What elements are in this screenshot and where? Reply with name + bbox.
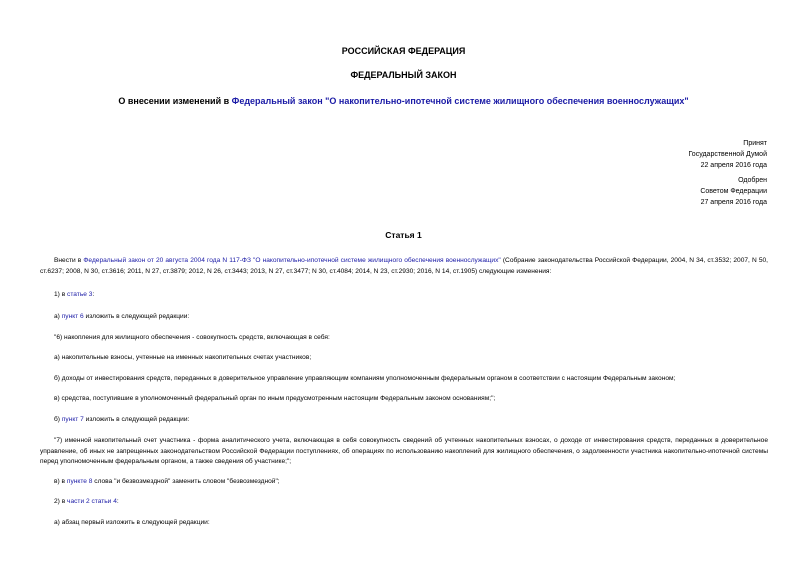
paragraph-intro — [40, 256, 768, 277]
adopted-block — [688, 138, 767, 171]
paragraph-text: в) в — [54, 478, 67, 485]
point-6c-text: в) средства, поступившие в уполномоченный федеральный орган по иным предусмотренным настоящим Федеральным законом основаниям;"; — [54, 395, 496, 402]
country-heading: РОССИЙСКАЯ ФЕДЕРАЦИЯ — [341, 46, 466, 56]
paragraph-text: изложить в следующей редакции: — [83, 313, 190, 320]
item-1b — [54, 415, 768, 426]
law-type-heading: ФЕДЕРАЛЬНЫЙ ЗАКОН — [350, 70, 457, 80]
paragraph-text: 1) в — [54, 291, 68, 298]
law-reference-link[interactable]: Федеральный закон от 20 августа 2004 года N 117-ФЗ "О накопительно-ипотечной системе жилищного обеспечения военнослужащих" — [83, 257, 501, 264]
point-6-link[interactable]: пункт 6 — [61, 313, 84, 320]
adopted-date: 22 апреля 2016 года — [700, 162, 767, 169]
adopted-line-1: Принят — [743, 140, 767, 147]
article-heading: Статья 1 — [385, 230, 422, 240]
article-3-link[interactable]: статье 3 — [67, 291, 93, 298]
law-title-prefix: О внесении изменений в — [118, 96, 232, 106]
article-4-part-2-link[interactable]: части 2 статьи 4 — [67, 498, 117, 505]
item-2 — [54, 497, 768, 508]
paragraph-text: : — [116, 498, 119, 505]
paragraph-text: : — [92, 291, 95, 298]
point-7-link[interactable]: пункт 7 — [61, 416, 84, 423]
paragraph-text: слова "и безвозмездной" заменить словом "безвозмездной"; — [92, 478, 280, 485]
point-6-text: "6) накопления для жилищного обеспечения - совокупность средств, включающая в себя: — [54, 334, 330, 341]
paragraph-text: 2) в — [54, 498, 68, 505]
law-title-link[interactable]: Федеральный закон "О накопительно-ипотечной системе жилищного обеспечения военнослужащих" — [231, 96, 689, 106]
paragraph-text: б) — [54, 416, 62, 423]
point-7-text: "7) именной накопительный счет участника - форма аналитического учета, включающая в себя совокупность сведений об учтенных накопительных взносах, о доходе от инвестирования средств, переданных в доверительное управление, об иных не запрещенных законодательством Российской Федерации поступлениях, об операциях по использованию накоплений для жилищного обеспечения, о задолженности участника накопительно-ипотечной системы перед уполномоченным федеральным органом, а также сведения об участнике;"; — [40, 437, 768, 465]
approved-date: 27 апреля 2016 года — [700, 199, 767, 206]
paragraph-text: Внести в — [54, 257, 84, 264]
paragraph-text: (Собрание законодательства Российской Федерации, 2004, N 34, ст.3532; 2007, N 50, ст.6237; 2008, N 30, ст.3616; 2011, N 27, ст.3879; 2012, N 26, ст.3443; 2013, N 27, ст.3477; N 30, ст.4084; 2014, N 23, ст.2930; 2016, N 14, ст.1905) следующие изменения: — [40, 257, 769, 275]
point-6b-text: б) доходы от инвестирования средств, переданных в доверительное управление управляющим компаниям уполномоченным федеральным органом в соответствии с настоящим Федеральным законом; — [54, 375, 676, 382]
approved-line-1: Одобрен — [738, 177, 767, 184]
adopted-line-2: Государственной Думой — [688, 151, 767, 158]
paragraph-text: изложить в следующей редакции: — [83, 416, 190, 423]
paragraph-text: а) — [54, 313, 62, 320]
item-1 — [54, 290, 768, 301]
item-1c — [54, 477, 768, 488]
point-8-link[interactable]: пункте 8 — [66, 478, 93, 485]
approved-block — [700, 175, 767, 208]
item-2a: а) абзац первый изложить в следующей редакции: — [54, 519, 210, 526]
law-title — [0, 96, 807, 106]
point-6a-text: а) накопительные взносы, учтенные на именных накопительных счетах участников; — [54, 354, 312, 361]
item-1a — [54, 312, 768, 323]
approved-line-2: Советом Федерации — [700, 188, 767, 195]
